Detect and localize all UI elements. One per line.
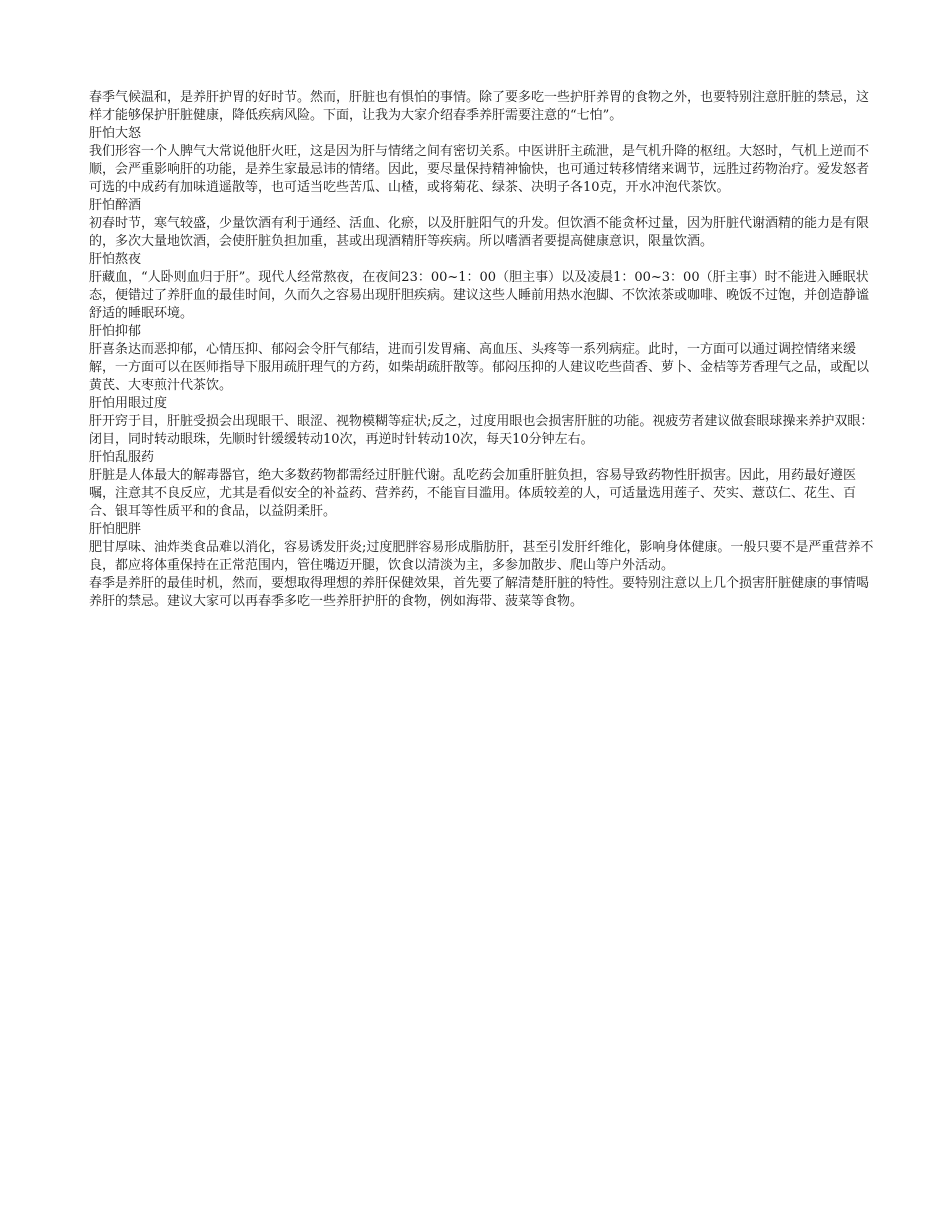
section-body-anger: 我们形容一个人脾气大常说他肝火旺，这是因为肝与情绪之间有密切关系。中医讲肝主疏泄，是气机升降的枢纽。大怒时，气机上逆而不顺，会严重影响肝的功能，是养生家最忌讳的情绪。因此，要尽量保持精神愉快，也可通过转移情绪来调节，远胜过药物治疗。爱发怒者可选的中成药有加味逍遥散等，也可适当吃些苦瓜、山楂，或将菊花、绿茶、决明子各10克，开水冲泡代茶饮。 [89,144,870,195]
section-body-alcohol: 初春时节，寒气较盛，少量饮酒有利于通经、活血、化瘀，以及肝脏阳气的升发。但饮酒不能贪杯过量，因为肝脏代谢酒精的能力是有限的，多次大量地饮酒，会使肝脏负担加重，甚或出现酒精肝等疾病。所以嗜酒者要提高健康意识，限量饮酒。 [89,216,870,249]
section-heading-eye-strain: 肝怕用眼过度 [89,396,168,411]
section-body-medication: 肝脏是人体最大的解毒器官，绝大多数药物都需经过肝脏代谢。乱吃药会加重肝脏负担，容易导致药物性肝损害。因此，用药最好遵医嘱，注意其不良反应，尤其是看似安全的补益药、营养药，不能盲目滥用。体质较差的人，可适量选用莲子、芡实、薏苡仁、花生、百合、银耳等性质平和的食品，以益阴柔肝。 [89,468,857,519]
section-body-depression: 肝喜条达而恶抑郁，心情压抑、郁闷会令肝气郁结，进而引发胃痛、高血压、头疼等一系列病症。此时，一方面可以通过调控情绪来缓解，一方面可以在医师指导下服用疏肝理气的方药，如柴胡疏肝散等。郁闷压抑的人建议吃些茴香、萝卜、金桔等芳香理气之品，或配以黄芪、大枣煎汁代茶饮。 [89,342,870,393]
section-body-late-night: 肝藏血，“人卧则血归于肝”。现代人经常熬夜，在夜间23：00~1：00（胆主事）以及凌晨1：00~3：00（肝主事）时不能进入睡眠状态，便错过了养肝血的最佳时间，久而久之容易出现肝胆疾病。建议这些人睡前用热水泡脚、不饮浓茶或咖啡、晚饭不过饱，并创造静谧舒适的睡眠环境。 [89,270,870,321]
article-body [89,89,879,611]
conclusion-paragraph: 春季是养肝的最佳时机，然而，要想取得理想的养肝保健效果，首先要了解清楚肝脏的特性。要特别注意以上几个损害肝脏健康的事情喝养肝的禁忌。建议大家可以再春季多吃一些养肝护肝的食物，例如海带、菠菜等食物。 [89,576,870,609]
section-heading-anger: 肝怕大怒 [89,126,142,141]
section-heading-late-night: 肝怕熬夜 [89,252,142,267]
section-heading-depression: 肝怕抑郁 [89,324,142,339]
section-body-obesity: 肥甘厚味、油炸类食品难以消化，容易诱发肝炎;过度肥胖容易形成脂肪肝，甚至引发肝纤维化，影响身体健康。一般只要不是严重营养不良，都应将体重保持在正常范围内，管住嘴迈开腿，饮食以清淡为主，多参加散步、爬山等户外活动。 [89,540,874,573]
section-heading-obesity: 肝怕肥胖 [89,522,142,537]
intro-paragraph: 春季气候温和，是养肝护胃的好时节。然而，肝脏也有惧怕的事情。除了要多吃一些护肝养胃的食物之外，也要特别注意肝脏的禁忌，这样才能够保护肝脏健康，降低疾病风险。下面，让我为大家介绍春季养肝需要注意的“七怕”。 [89,90,870,123]
section-heading-alcohol: 肝怕醉酒 [89,198,142,213]
section-body-eye-strain: 肝开窍于目，肝脏受损会出现眼干、眼涩、视物模糊等症状;反之，过度用眼也会损害肝脏的功能。视疲劳者建议做套眼球操来养护双眼：闭目，同时转动眼珠，先顺时针缓缓转动10次，再逆时针转动10次，每天10分钟左右。 [89,414,874,447]
section-heading-medication: 肝怕乱服药 [89,450,155,465]
